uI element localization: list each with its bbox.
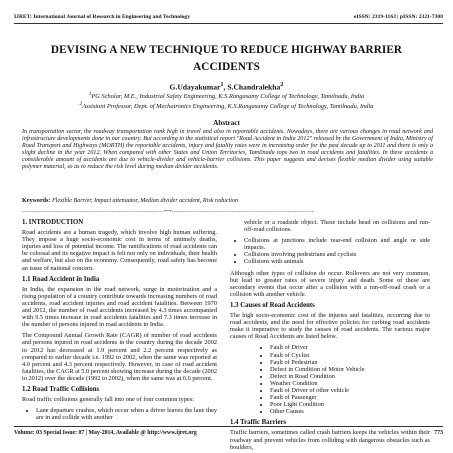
list-item: • Fault of Passenger <box>270 394 430 401</box>
section-1-4-heading: 1.4 Traffic Barriers <box>230 419 287 427</box>
list-item: vehicle or a roadside object. These include head on collisions and run-off-road collisions. <box>244 219 430 234</box>
page-number: 773 <box>434 430 443 436</box>
running-header <box>14 14 443 20</box>
list-item: • Fault of Driver <box>270 344 430 351</box>
section-1-3-paragraph: The high socio-economic cost of the injuries and fatalities, occurring due to road accidents, and the need for effective policies for curbing road accidents make it imperative to study the causes of road accidents. The various major causes of Road Accidents are listed below. <box>230 312 430 341</box>
footer-volume-info: Volume: 03 Special Issue: 07 | May-2014, Available @ http://www.ijret.org <box>14 430 197 436</box>
author-2-sup: 2 <box>280 81 284 88</box>
affiliation-2-sup: 2 <box>79 100 83 107</box>
list-item: • Poor Light Condition <box>270 401 430 408</box>
author-separator: , <box>223 82 228 92</box>
intro-paragraph: Road accidents are a human tragedy, which involve high human suffering. They impose a huge socio-economic cost in terms of untimely deaths, injuries and loss of potential income. The ramifications of road accidents can be colossal and its negative impact is felt not only on individuals, their health and welfare, but also on the economy. Consequently, road safety has become an issue of national concern. <box>22 229 217 272</box>
section-separator: ----------------------------------------------------------------------------***---------------------------------------------------------------------------- <box>22 210 314 215</box>
list-item: • Defect in Road Condition <box>270 373 430 380</box>
footer-rule <box>14 426 443 427</box>
section-1-1-heading: 1.1 Road Accident in India <box>22 275 100 283</box>
author-1-sup: 1 <box>220 81 224 88</box>
author-list <box>20 81 433 92</box>
section-1-2-paragraph: Road traffic collisions generally fall into one of four common types: <box>22 396 194 404</box>
title-line-2: ACCIDENTS <box>193 61 260 73</box>
running-footer <box>14 430 443 436</box>
abstract-heading: Abstract <box>213 119 240 127</box>
section-1-1-paragraph-1: In India, the expansion in the road network, surge in motorization and a rising population of a country contribute towards increasing numbers of road accidents, road accident injuries and road accident fatalities. Between 1970 and 2012, the number of road accidents increased by 4.3 times accompanied with 9.5 times increase in road accidents fatalities and 7.3 times increase in the number of persons injured in road accidents in India. <box>22 285 217 329</box>
list-item: • Collisions involving pedestrians and cyclists <box>244 251 430 258</box>
list-item: • Lane departure crashes, which occur when a driver leaves the lane they are in and collide with another <box>36 407 217 421</box>
section-1-3-heading: 1.3 Causes of Road Accidents <box>230 301 315 309</box>
list-item: • Other Causes <box>270 408 430 415</box>
header-rule <box>14 23 443 24</box>
issn-info: eISSN: 2319-1163 | pISSN: 2321-7308 <box>353 14 443 20</box>
author-1: G.Udayakumar <box>169 82 221 92</box>
section-1-4-paragraph: Traffic barriers, sometimes called crash barriers keeps the vehicles within their roadway and prevent vehicles from colliding with dangerous obstacles such as boulders, <box>230 429 430 451</box>
collision-type-list <box>22 407 217 421</box>
list-item: • Defect in Condition of Motor Vehicle <box>270 366 430 373</box>
list-item: • Fault of Driver of other vehicle <box>270 387 430 394</box>
section-1-1-paragraph-2: The Compound Annual Growth Rate (CAGR) of number of road accidents and persons injured in road accidents in the country during the decade 2002 to 2012 has decreased at 1.9 percent and 2.2 percent respectively as compared to earlier decade i.e. 1992 to 2002, when the same was reported at 4.0 percent and 4.3 percent respectively. However, in case of road accident fatalities, the CAGR at 5.0 percent showing increase during the decade (2002 to 2012) over the decade (1992 to 2002), when the same was at 0.6 percent. <box>22 332 217 382</box>
paper-title <box>20 42 433 76</box>
author-2: S.Chandralekha <box>227 82 281 92</box>
title-line-1: DEVISING A NEW TECHNIQUE TO REDUCE HIGHWAY BARRIER <box>50 44 403 56</box>
keywords <box>22 198 433 204</box>
list-item: • Fault of Pedestrian <box>270 359 430 366</box>
right-column <box>230 219 430 453</box>
list-item: • Collisions with animals <box>244 258 430 265</box>
section-1-2-heading: 1.2 Road Traffic Collisions <box>22 385 100 393</box>
intro-heading: 1. INTRODUCTION <box>22 219 84 226</box>
list-item: • Fault of Cyclist <box>270 352 430 359</box>
causes-list <box>230 344 430 415</box>
affiliation-1 <box>20 91 433 101</box>
list-item: • Weather Condition <box>270 380 430 387</box>
keywords-text: Flexible Barrier, Impact attenuator, Median divider accident, Risk reduction <box>50 198 239 204</box>
affiliation-2 <box>20 101 433 111</box>
collision-type-list-continued <box>230 219 430 233</box>
affiliation-1-text: PG Scholar, M.E., Industrial Safety Engineering, K.S.Rangasamy College of Technology, Tamilnadu, India <box>91 93 365 101</box>
affiliations <box>20 91 433 110</box>
collision-paragraph: Although other types of collision do occur. Rollovers are not very common, but lead to greater rates of severe injury and death. Some of these are secondary events that occur after a collision with a run-off-road crash or a collision with another vehicle. <box>230 269 430 298</box>
left-column <box>22 219 217 425</box>
abstract-text: In transportation sector, the roadway transportation rank high in travel and also in reportable accidents. Nowadays, there are various changes in road network and infrastructure developments done in our country. But according to the statistical report "Road Accident in India 2012" released by the Government of India, Ministry of Road Transport and Highways (MORTH) the reportable accidents, injury and fatality rates were in increasing order for the past decade up to 2011 and there is only a slight decline in the year 2012. When compared with other States and Union Territories, Tamilnadu tops two in road accidents and fatalities. In these accidents a considerable amount of accidents are due to vehicle-divider and vehicle-barrier collisions. This paper suggests and devises flexible median divider using suitable polymer material, so as to reduce the risk level during median divider accidents. <box>22 129 433 170</box>
list-item: • Collisions at junctions include rear-end collision and angle or side impacts. <box>244 237 430 251</box>
collision-type-list-items <box>230 237 430 265</box>
affiliation-1-sup: 1 <box>88 91 92 97</box>
affiliation-2-text: Assistant Professor, Dept. of Mechatronics Engineering, K.S.Rangasamy College of Technology, Tamilnadu, India <box>82 102 374 110</box>
journal-name: IJRET: International Journal of Research in Engineering and Technology <box>14 14 191 20</box>
keywords-label: Keywords: <box>22 198 51 204</box>
